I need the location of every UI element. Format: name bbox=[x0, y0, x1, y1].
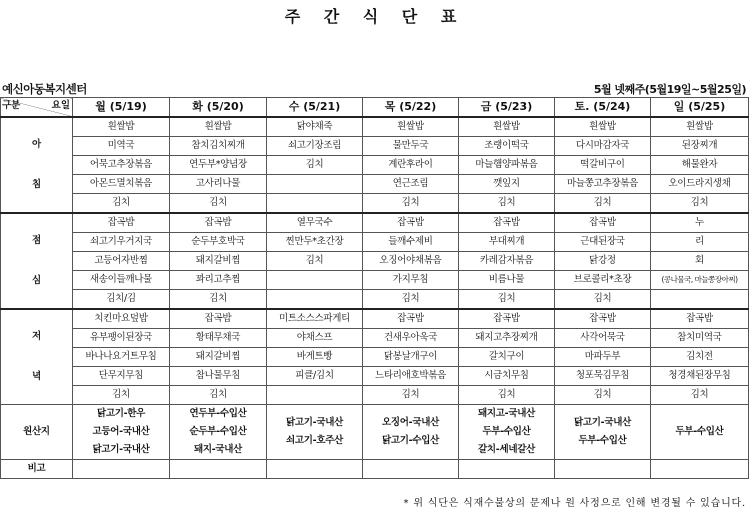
menu-cell bbox=[267, 175, 363, 194]
menu-cell: 사각어묵국 bbox=[555, 329, 651, 348]
menu-cell: 오이드라지생채 bbox=[651, 175, 749, 194]
menu-cell: 떡갈비구이 bbox=[555, 156, 651, 175]
menu-cell: 연근조림 bbox=[363, 175, 459, 194]
menu-cell: 김치 bbox=[170, 194, 267, 214]
meal-label-top: 점 bbox=[32, 235, 41, 246]
meal-label-bottom: 녁 bbox=[32, 371, 41, 382]
menu-cell: 어묵고추장볶음 bbox=[73, 156, 170, 175]
origin-item: 갈치-세네갈산 bbox=[478, 444, 535, 455]
menu-cell: 김치 bbox=[267, 252, 363, 271]
menu-cell: 김치 bbox=[555, 194, 651, 214]
menu-cell: 돼지고추장찌개 bbox=[459, 329, 555, 348]
menu-cell: 누 bbox=[651, 213, 749, 233]
note-cell bbox=[73, 460, 170, 479]
menu-cell: 고사리나물 bbox=[170, 175, 267, 194]
menu-cell: 흰쌀밥 bbox=[651, 117, 749, 137]
header-row bbox=[1, 98, 749, 118]
menu-cell: 잡곡밥 bbox=[170, 213, 267, 233]
note-label: 비고 bbox=[1, 460, 73, 479]
meal-label-top: 아 bbox=[32, 139, 41, 150]
menu-cell: (콩나물국, 마늘쫑장아찌) bbox=[651, 271, 749, 290]
origin-item: 두부-수입산 bbox=[675, 426, 724, 437]
corner-label-day: 요일 bbox=[51, 100, 70, 111]
menu-cell: 바나나요거트무침 bbox=[73, 348, 170, 367]
menu-cell: 김치 bbox=[170, 290, 267, 310]
menu-cell: 잡곡밥 bbox=[363, 213, 459, 233]
menu-row bbox=[1, 386, 749, 405]
footnote: * 위 식단은 식재수불상의 문제나 원 사정으로 인해 변경될 수 있습니다. bbox=[403, 498, 746, 509]
menu-cell: 미트소스스파게티 bbox=[267, 309, 363, 329]
menu-cell: 순두부호박국 bbox=[170, 233, 267, 252]
menu-row bbox=[1, 233, 749, 252]
menu-cell: 김치 bbox=[555, 290, 651, 310]
menu-row bbox=[1, 367, 749, 386]
menu-cell: 새송이들깨나물 bbox=[73, 271, 170, 290]
menu-cell: 연두부*양념장 bbox=[170, 156, 267, 175]
note-cell bbox=[555, 460, 651, 479]
origin-item: 두부-수입산 bbox=[578, 435, 627, 446]
corner-cell bbox=[1, 98, 73, 118]
menu-row bbox=[1, 194, 749, 214]
meal-label-bottom: 침 bbox=[32, 179, 41, 190]
menu-row bbox=[1, 252, 749, 271]
menu-row bbox=[1, 175, 749, 194]
menu-cell: 고등어자반찜 bbox=[73, 252, 170, 271]
week-label: 5월 넷째주(5월19일~5월25일) bbox=[593, 83, 746, 96]
day-header: 월 (5/19) bbox=[73, 98, 170, 118]
menu-cell: 김치 bbox=[363, 194, 459, 214]
origin-item: 두부-수입산 bbox=[482, 426, 531, 437]
menu-cell bbox=[651, 290, 749, 310]
menu-cell: 김치전 bbox=[651, 348, 749, 367]
origin-cell bbox=[651, 405, 749, 460]
menu-cell: 찐만두*초간장 bbox=[267, 233, 363, 252]
menu-cell: 황태무채국 bbox=[170, 329, 267, 348]
menu-cell: 김치 bbox=[651, 386, 749, 405]
origin-item: 닭고기-수입산 bbox=[382, 435, 439, 446]
corner-label-category: 구분 bbox=[2, 100, 21, 111]
menu-cell: 김치 bbox=[459, 290, 555, 310]
menu-row bbox=[1, 117, 749, 137]
day-header: 화 (5/20) bbox=[170, 98, 267, 118]
menu-cell: 김치/김 bbox=[73, 290, 170, 310]
menu-cell: 치킨마요덮밥 bbox=[73, 309, 170, 329]
note-row bbox=[1, 460, 749, 479]
menu-cell: 들깨수제비 bbox=[363, 233, 459, 252]
menu-row bbox=[1, 348, 749, 367]
origin-item: 돼지고-국내산 bbox=[478, 408, 535, 419]
note-cell bbox=[170, 460, 267, 479]
page-title: 주 간 식 단 표 bbox=[284, 7, 466, 26]
menu-table bbox=[0, 97, 749, 479]
menu-cell bbox=[267, 290, 363, 310]
menu-cell: 청포묵김무침 bbox=[555, 367, 651, 386]
origin-row bbox=[1, 405, 749, 460]
menu-cell: 돼지갈비찜 bbox=[170, 348, 267, 367]
menu-row bbox=[1, 137, 749, 156]
menu-cell: 김치 bbox=[651, 194, 749, 214]
menu-cell bbox=[267, 194, 363, 214]
menu-cell: 꽈리고추찜 bbox=[170, 271, 267, 290]
meal-label bbox=[1, 309, 73, 405]
menu-cell: 깻잎지 bbox=[459, 175, 555, 194]
menu-cell: 잡곡밥 bbox=[363, 309, 459, 329]
menu-cell: 청경채된장무침 bbox=[651, 367, 749, 386]
menu-cell: 참치미역국 bbox=[651, 329, 749, 348]
menu-cell: 닭봉날개구이 bbox=[363, 348, 459, 367]
menu-cell: 흰쌀밥 bbox=[555, 117, 651, 137]
menu-cell: 건새우아욱국 bbox=[363, 329, 459, 348]
menu-cell: 김치 bbox=[459, 194, 555, 214]
day-header: 일 (5/25) bbox=[651, 98, 749, 118]
day-header: 목 (5/22) bbox=[363, 98, 459, 118]
meal-label-top: 저 bbox=[32, 331, 41, 342]
menu-cell: 물만두국 bbox=[363, 137, 459, 156]
origin-item: 닭고기-한우 bbox=[96, 408, 146, 419]
menu-cell: 비름나물 bbox=[459, 271, 555, 290]
menu-cell: 단무지무침 bbox=[73, 367, 170, 386]
menu-cell bbox=[267, 271, 363, 290]
menu-cell: 참나물무침 bbox=[170, 367, 267, 386]
menu-cell: 리 bbox=[651, 233, 749, 252]
origin-item: 연두부-수입산 bbox=[189, 408, 247, 419]
menu-cell: 해물완자 bbox=[651, 156, 749, 175]
menu-cell: 바게트빵 bbox=[267, 348, 363, 367]
menu-cell: 김치 bbox=[459, 386, 555, 405]
menu-cell: 쇠고기우거지국 bbox=[73, 233, 170, 252]
menu-cell: 흰쌀밥 bbox=[170, 117, 267, 137]
menu-cell: 가지무침 bbox=[363, 271, 459, 290]
menu-cell: 잡곡밥 bbox=[170, 309, 267, 329]
note-cell bbox=[651, 460, 749, 479]
menu-cell: 잡곡밥 bbox=[555, 213, 651, 233]
origin-label: 원산지 bbox=[1, 405, 73, 460]
menu-cell: 갈치구이 bbox=[459, 348, 555, 367]
menu-cell: 열무국수 bbox=[267, 213, 363, 233]
menu-cell: 회 bbox=[651, 252, 749, 271]
origin-cell bbox=[555, 405, 651, 460]
menu-cell: 느타리애호박볶음 bbox=[363, 367, 459, 386]
menu-cell: 돼지갈비찜 bbox=[170, 252, 267, 271]
menu-cell: 잡곡밥 bbox=[73, 213, 170, 233]
day-header: 토. (5/24) bbox=[555, 98, 651, 118]
origin-item: 돼지-국내산 bbox=[193, 444, 243, 455]
menu-cell: 부대찌개 bbox=[459, 233, 555, 252]
menu-cell: 참치김치찌개 bbox=[170, 137, 267, 156]
menu-row bbox=[1, 290, 749, 310]
menu-cell: 김치 bbox=[363, 386, 459, 405]
menu-cell: 잡곡밥 bbox=[651, 309, 749, 329]
origin-item: 쇠고기-호주산 bbox=[286, 435, 343, 446]
menu-cell: 마늘햄양파볶음 bbox=[459, 156, 555, 175]
note-cell bbox=[267, 460, 363, 479]
origin-cell bbox=[267, 405, 363, 460]
menu-cell: 야채스프 bbox=[267, 329, 363, 348]
menu-cell: 닭강정 bbox=[555, 252, 651, 271]
menu-cell: 김치 bbox=[170, 386, 267, 405]
menu-cell: 쇠고기장조림 bbox=[267, 137, 363, 156]
menu-cell: 김치 bbox=[363, 290, 459, 310]
menu-cell: 브로콜리*초장 bbox=[555, 271, 651, 290]
menu-cell: 김치 bbox=[73, 194, 170, 214]
origin-item: 닭고기-국내산 bbox=[286, 417, 343, 428]
menu-cell: 김치 bbox=[267, 156, 363, 175]
menu-cell: 흰쌀밥 bbox=[459, 117, 555, 137]
meal-label bbox=[1, 213, 73, 309]
menu-row bbox=[1, 329, 749, 348]
menu-cell bbox=[267, 386, 363, 405]
meal-label bbox=[1, 117, 73, 213]
menu-cell: 김치 bbox=[73, 386, 170, 405]
menu-row bbox=[1, 271, 749, 290]
menu-cell: 카레감자볶음 bbox=[459, 252, 555, 271]
menu-cell: 된장찌개 bbox=[651, 137, 749, 156]
day-header: 수 (5/21) bbox=[267, 98, 363, 118]
menu-cell: 근대된장국 bbox=[555, 233, 651, 252]
menu-cell: 계란후라이 bbox=[363, 156, 459, 175]
menu-cell: 흰쌀밥 bbox=[73, 117, 170, 137]
menu-cell: 잡곡밥 bbox=[555, 309, 651, 329]
menu-cell: 미역국 bbox=[73, 137, 170, 156]
menu-cell: 잡곡밥 bbox=[459, 309, 555, 329]
menu-cell: 아몬드멸치볶음 bbox=[73, 175, 170, 194]
day-header: 금 (5/23) bbox=[459, 98, 555, 118]
center-name: 예신아동복지센터 bbox=[2, 82, 87, 96]
menu-cell: 흰쌀밥 bbox=[363, 117, 459, 137]
origin-item: 고등어-국내산 bbox=[92, 426, 150, 437]
origin-item: 오징어-국내산 bbox=[382, 417, 439, 428]
menu-cell: 마파두부 bbox=[555, 348, 651, 367]
menu-row bbox=[1, 309, 749, 329]
origin-item: 순두부-수입산 bbox=[189, 426, 247, 437]
origin-cell bbox=[73, 405, 170, 460]
menu-cell: 잡곡밥 bbox=[459, 213, 555, 233]
menu-cell: 오징어야채볶음 bbox=[363, 252, 459, 271]
menu-cell: 마늘쫑고추장볶음 bbox=[555, 175, 651, 194]
origin-cell bbox=[459, 405, 555, 460]
menu-cell: 닭야채죽 bbox=[267, 117, 363, 137]
menu-cell: 다시마감자국 bbox=[555, 137, 651, 156]
meal-label-bottom: 심 bbox=[32, 275, 41, 286]
origin-cell bbox=[170, 405, 267, 460]
note-cell bbox=[363, 460, 459, 479]
menu-row bbox=[1, 156, 749, 175]
menu-cell: 조랭이떡국 bbox=[459, 137, 555, 156]
menu-cell: 시금치무침 bbox=[459, 367, 555, 386]
menu-cell: 피클/김치 bbox=[267, 367, 363, 386]
origin-cell bbox=[363, 405, 459, 460]
menu-cell: 김치 bbox=[555, 386, 651, 405]
menu-cell: 유부팽이된장국 bbox=[73, 329, 170, 348]
menu-row bbox=[1, 213, 749, 233]
origin-item: 닭고기-국내산 bbox=[92, 444, 150, 455]
note-cell bbox=[459, 460, 555, 479]
origin-item: 닭고기-국내산 bbox=[574, 417, 631, 428]
